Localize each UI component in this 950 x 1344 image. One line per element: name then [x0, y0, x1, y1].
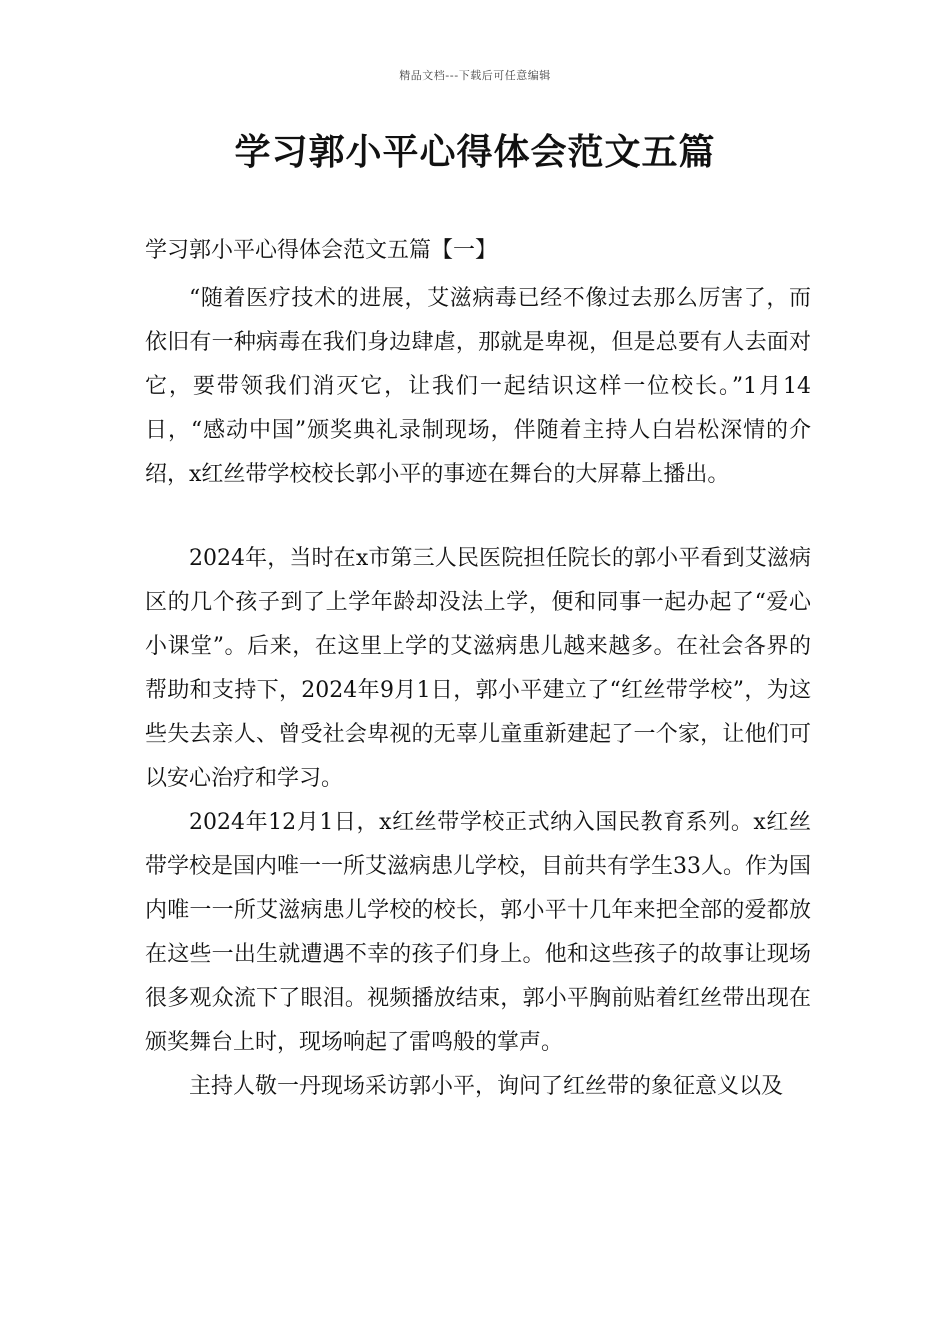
paragraph-2: 2024年，当时在x市第三人民医院担任院长的郭小平看到艾滋病区的几个孩子到了上学年龄却没法上学，便和同事一起办起了“爱心小课堂”。后来，在这里上学的艾滋病患儿越来越多。在社会各界的帮助和支持下，2024年9月1日，郭小平建立了“红丝带学校”，为这些失去亲人、曾受社会卑视的无辜儿童重新建起了一个家，让他们可以安心治疗和学习。 [145, 546, 811, 791]
paragraph-spacer [145, 497, 811, 537]
paragraph-4: 主持人敬一丹现场采访郭小平，询问了红丝带的象征意义以及 [189, 1074, 784, 1099]
document-title: 学习郭小平心得体会范文五篇 [234, 132, 716, 173]
header-note: 精品文档---下载后可任意编辑 [399, 69, 551, 82]
document-body [145, 233, 811, 1109]
section-heading: 学习郭小平心得体会范文五篇【一】 [145, 238, 498, 263]
paragraph-1: “随着医疗技术的进展，艾滋病毒已经不像过去那么厉害了，而依旧有一种病毒在我们身边肆虐，那就是卑视，但是总要有人去面对它，要带领我们消灭它，让我们一起结识这样一位校长。”1月14日，“感动中国”颁奖典礼录制现场，伴随着主持人白岩松深情的介绍，x红丝带学校校长郭小平的事迹在舞台的大屏幕上播出。 [145, 286, 811, 487]
paragraph-3: 2024年12月1日，x红丝带学校正式纳入国民教育系列。x红丝带学校是国内唯一一所艾滋病患儿学校，目前共有学生33人。作为国内唯一一所艾滋病患儿学校的校长，郭小平十几年来把全部的爱都放在这些一出生就遭遇不幸的孩子们身上。他和这些孩子的故事让现场很多观众流下了眼泪。视频播放结束，郭小平胸前贴着红丝带出现在颁奖舞台上时，现场响起了雷鸣般的掌声。 [145, 810, 811, 1055]
